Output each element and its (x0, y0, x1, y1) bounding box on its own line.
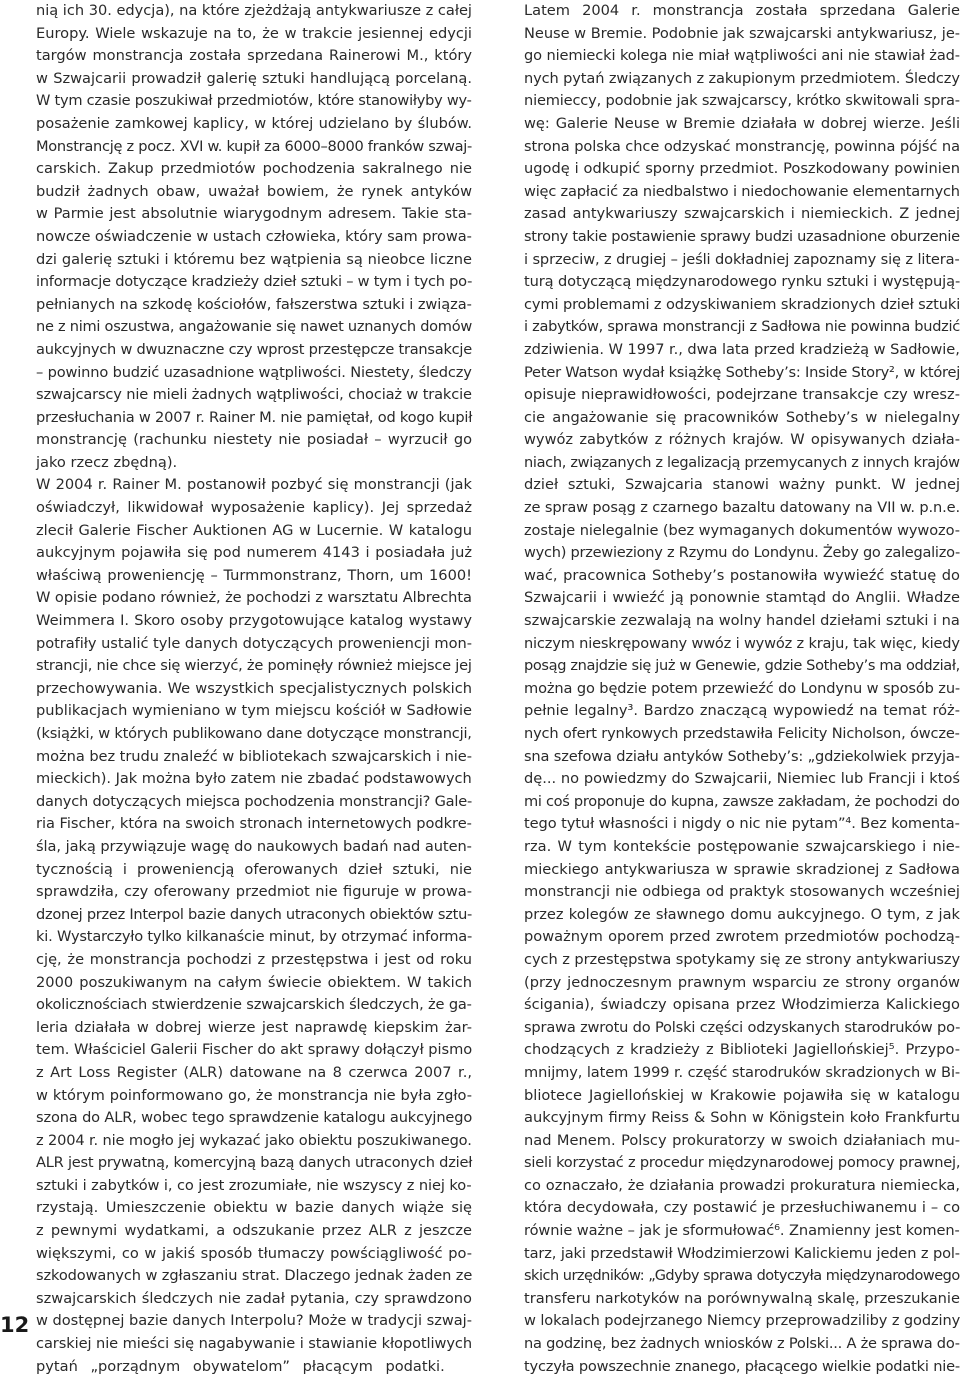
text-line: turą dotyczącą międzynarodowego rynku sztuki i występują- (524, 273, 960, 291)
page-number: 12 (0, 1313, 30, 1337)
text-line: opisuje nieprawidłowości, podejrzane transakcje czy wresz- (524, 386, 960, 404)
text-line: cie angażowanie się pracowników Sotheby’s w nielegalny (524, 408, 960, 426)
text-line: strona polska chce odzyskać monstrancję, powinna pójść na (524, 137, 960, 155)
text-line: Monstrancję z pocz. XVI w. kupił za 6000–8000 franków szwaj- (36, 137, 472, 155)
text-line: większymi, co w jakiś sposób tłumaczy powściągliwość po- (36, 1244, 473, 1262)
text-line: bliotece Jagiellońskiej w Krakowie pojawiła się w katalogu (524, 1086, 960, 1104)
text-line: sprawdziła, czy oferowany przedmiot nie figuruje w prowa- (36, 883, 472, 901)
text-line: wać, pracownica Sotheby’s postanowiła wywieźć statuę do (524, 566, 960, 584)
text-line: w Szwajcarii prowadził galerię sztuki handlującą porcelaną. (36, 69, 472, 87)
text-line: nych pytań związanych z zakupionym przedmiotem. Śledczy (524, 69, 960, 87)
text-line: przechowywania. We wszystkich specjalistycznych polskich (36, 679, 472, 697)
text-line: aukcyjnym pojawiła się pod numerem 4143 i posiadała już (36, 544, 472, 562)
text-line: leria działała w dobrej wierze jest naprawdę kiepskim żar- (36, 1018, 472, 1036)
text-line: (książki, w których publikowano dane dotyczące monstrancji, (36, 725, 472, 742)
text-line: zostaje nielegalnie (bez wymaganych dokumentów wywozo- (524, 521, 960, 539)
text-line: mnijmy, latem 1999 r. część starodruków skradzionych w Bi- (524, 1063, 960, 1081)
text-line: cymi problemami z odzyskiwaniem skradzionych dzieł sztuki (524, 295, 960, 313)
text-line: strancji, nie chce się wierzyć, że pominęły również miejsce jej (36, 657, 472, 675)
text-line: sprawa zwrotu do Polski części odzyskanych starodruków po- (524, 1018, 960, 1036)
text-line: która decydowała, czy postawić je przesłuchiwanemu i – co (524, 1199, 960, 1217)
text-line: carskich. Zakup przedmiotów pochodzenia sakralnego nie (36, 160, 472, 178)
right-text-column (524, 0, 960, 1378)
text-line: przesłuchania w 2007 r. Rainer M. nie pamiętał, od kogo kupił (36, 408, 473, 426)
text-line: Szwajcarii i wwieźć ją ponownie stamtąd do Anglii. Władze (524, 589, 960, 607)
text-line: go niemiecki kolega nie miał wątpliwości ani nie stawiał żad- (524, 47, 960, 65)
text-line: ne z nimi oszustwa, angażowanie się nawet uznanych domów (36, 318, 472, 336)
text-line: niach, związanych z legalizacją przemycanych z innych krajów (524, 453, 960, 471)
text-line: okolicznościach stwierdzenie szwajcarskich śledczych, że ga- (36, 996, 472, 1014)
text-line: W opisie podano również, że pochodzi z warsztatu Albrechta (36, 589, 472, 607)
text-line: aukcyjnym firmy Reiss & Sohn w Königstein koło Frankfurtu (524, 1109, 960, 1127)
text-line: ALR jest prywatną, komercyjną bazą danych utraconych dzieł (36, 1154, 473, 1172)
text-line: cję, że monstrancja pochodzi z przestępstwa i jest od roku (36, 950, 472, 968)
text-line: (przy jednoczesnym prawnym wsparciu ze strony organów (524, 973, 960, 991)
text-line: monstrancji nie odbiega od praktyk stosowanych wcześniej (524, 883, 960, 901)
text-line: właściwą proweniencję – Turmmonstranz, Thorn, um 1600! (36, 566, 472, 584)
text-line: dzieł sztuki, Szwajcaria stanowi ważny punkt. W jednej (524, 476, 960, 494)
text-line: posażenie zamkowej kaplicy, w której udzielano by ślubów. (36, 114, 472, 132)
text-line: i sprzeciw, z drugiej – jeśli dokładniej zapoznamy się z litera- (524, 250, 960, 268)
text-line: przez kolegów ze sławnego domu aukcyjnego. O tym, z jak (524, 905, 960, 923)
text-line: pytań „porządnym obywatelom” płacącym podatki. (36, 1357, 445, 1375)
text-line: pełnie legalny³. Bardzo znaczącą wypowiedź na temat róż- (524, 702, 960, 720)
text-line: zdziwienia. W 1997 r., dwa lata przed kradzieżą w Sadłowie, (524, 340, 960, 358)
text-line: pełnianych na szkodę kościołów, fałszerstwa sztuki i związa- (36, 295, 472, 313)
text-line: Weimmera I. Skoro osoby przygotowujące katalog wystawy (36, 612, 473, 630)
text-line: mi coś proponuje do kupna, zawsze zakładam, że pochodzi do (524, 792, 960, 810)
text-line: rzystają. Umieszczenie obiektu w bazie danych wiąże się (36, 1199, 473, 1217)
text-line: szwajcarskie zezwalają na wolny handel dziełami sztuki i na (524, 612, 960, 630)
text-line: nych ofert rynkowych przedstawiła Felicity Nicholson, ówcze- (524, 725, 960, 742)
text-line: ścigania), świadczy opisana przez Włodzimierza Kalickiego (524, 996, 960, 1014)
text-line: W tym czasie poszukiwał przedmiotów, które stanowiłyby wy- (36, 92, 472, 110)
text-line: ugodę i odkupić sporny przedmiot. Poszkodowany powinien (524, 160, 960, 178)
text-line: szwajcarskich śledczych nie zadał pytania, czy sprawdzono (36, 1289, 472, 1307)
text-line: szona do ALR, wobec tego sprawdzenie katalogu aukcyjnego (36, 1109, 473, 1127)
text-line: śla, jaką przywiązuje wagę do naukowych badań nad auten- (36, 837, 472, 855)
text-line: tego tytuł własności i nigdy o nic nie pytam”⁴. Bez komenta- (524, 815, 960, 833)
text-line: niczym nieskrępowany wwóz i wywóz z kraju, tak więc, kiedy (524, 634, 960, 652)
text-line: nowcze oświadczenie w ustach człowieka, który sam prowa- (36, 227, 472, 245)
text-line: aukcyjnych w dwuznaczne czy wprost przestępcze transakcje (36, 340, 472, 358)
text-line: dę... no powiedzmy do Szwajcarii, Niemiec lub Francji i ktoś (524, 770, 960, 788)
text-line: W 2004 r. Rainer M. postanowił pozbyć się monstrancji (jak (36, 476, 472, 494)
text-line: równie ważne – jak je sformułować⁶. Znamienny jest komen- (524, 1222, 960, 1240)
text-line: wych) przewieziony z Rzymu do Londynu. Żeby go zalegalizo- (524, 544, 960, 562)
text-line: chodzących z kradzieży z Biblioteki Jagiellońskiej⁵. Przypo- (524, 1041, 960, 1059)
text-line: Peter Watson wydał książkę Sotheby’s: Inside Story², w której (524, 363, 960, 381)
text-line: sieli korzystać z procedur międzynarodowej pomocy prawnej, (524, 1154, 960, 1172)
text-line: budził żadnych obaw, uważał bowiem, że rynek antyków (36, 182, 473, 200)
text-line: więc zapłacić za niedbalstwo i niedochowanie elementarnych (524, 182, 960, 200)
text-line: informacje dotyczące kradzieży dzieł sztuki – w tym i tych po- (36, 273, 473, 291)
text-line: tarz, jaki przedstawił Włodzimierzowi Kalickiemu jeden z pol- (524, 1244, 960, 1262)
text-line: sztuki i zabytków i, co jest zrozumiałe, nie wszyscy z niej ko- (36, 1176, 472, 1194)
text-line: tyczyła powszechnie znanego, płacącego wielkie podatki nie- (524, 1357, 960, 1375)
text-line: potrafiły ustalić tyle danych dotyczących proweniencji mon- (36, 634, 472, 652)
text-line: co oznaczało, że działania prowadzi prokuratura niemiecka, (524, 1176, 960, 1194)
text-line: poważnym oporem przed zwrotem przedmiotów pochodzą- (524, 928, 960, 946)
text-line: z pewnymi wydatkami, a odszukanie przez ALR z jeszcze (36, 1222, 472, 1240)
text-line: Europy. Wiele wskazuje na to, że w trakcie jesiennej edycji (36, 24, 472, 42)
text-line: ria Fischer, która na swoich stronach internetowych podkre- (36, 815, 472, 833)
text-line: oświadczył, likwidował wyposażenie kaplicy). Jej sprzedaż (36, 499, 472, 517)
text-line: transferu narkotyków na porównywalną skalę, przeszukanie (524, 1289, 960, 1307)
text-line: można bez trudu znaleźć w bibliotekach szwajcarskich i nie- (36, 747, 472, 765)
text-line: niemieccy, podobnie jak szwajcarscy, krótko skwitowali spra- (524, 92, 960, 110)
text-line: cych z przestępstwa spotykamy się ze strony antykwariuszy (524, 950, 960, 968)
text-line: tem. Właściciel Galerii Fischer do akt sprawy dołączył pismo (36, 1041, 473, 1059)
text-line: – powinno budzić uzasadnione wątpliwości. Niestety, śledczy (36, 363, 472, 381)
text-line: w którym poinformowano go, że monstrancja nie była zgło- (36, 1086, 472, 1104)
text-line: jako rzecz zbędną). (36, 453, 178, 471)
text-line: z Art Loss Register (ALR) datowane na 8 czerwca 2007 r., (36, 1063, 472, 1081)
text-line: w Parmie jest absolutnie wiarygodnym adresem. Takie sta- (36, 205, 472, 223)
text-line: posąg znajdzie się już w Genewie, gdzie Sotheby’s ma oddział, (524, 657, 960, 675)
text-line: i zabytków, sprawa monstrancji z Sadłowa nie powinna budzić (524, 318, 960, 336)
text-line: Neuse w Bremie. Podobnie jak szwajcarski antykwariusz, je- (524, 24, 960, 42)
text-line: nad Menem. Polscy prokuratorzy w swoich działaniach mu- (524, 1131, 960, 1149)
text-line: dzonej przez Interpol bazie danych utraconych obiektów sztu- (36, 905, 473, 923)
text-line: nią ich 30. edycja), na które zjeżdżają antykwariusze z całej (36, 2, 472, 19)
text-line: zlecił Galerie Fischer Auktionen AG w Lucernie. W katalogu (36, 521, 472, 539)
text-line: w lokalach podejrzanego Niemcy przeprowadziliby z godziny (524, 1312, 960, 1330)
text-line: z 2004 r. nie mogło jej wykazać jako obiektu poszukiwanego. (36, 1131, 472, 1149)
text-line: targów monstrancja została sprzedana Rainerowi M., który (36, 47, 473, 65)
text-line: mieckiego antykwariusza w sprawie skradzionej z Sadłowa (524, 860, 960, 878)
text-line: wę: Galerie Neuse w Bremie działała w dobrej wierze. Jeśli (524, 114, 960, 132)
text-line: ze spraw posąg z czarnego bazaltu datowany na VII w. p.n.e. (524, 499, 960, 517)
text-line: monstrancję (rachunku niestety nie posiadał – wyrzucił go (36, 431, 473, 449)
text-line: mieckich). Jak można było zatem nie zbadać podstawowych (36, 770, 472, 788)
text-line: publikacjach wymieniano w tym miejscu kościół w Sadłowie (36, 702, 473, 720)
text-line: Latem 2004 r. monstrancja została sprzedana Galerie (524, 2, 960, 19)
text-line: zasad antykwariuszy szwajcarskich i niemieckich. Z jednej (524, 205, 960, 223)
text-line: ki. Wystarczyło tylko kilkanaście minut, by otrzymać informa- (36, 928, 473, 946)
text-line: wywóz zabytków z różnych krajów. W opisywanych działa- (524, 431, 960, 449)
text-line: 2000 poszukiwanym na całym świecie obiektem. W takich (36, 973, 472, 991)
text-line: skich urzędników: „Gdyby sprawa dotyczyła międzynarodowego (524, 1268, 960, 1285)
left-text-column (36, 0, 472, 1378)
text-line: danych dotyczących miejsca pochodzenia monstrancji? Gale- (36, 792, 473, 810)
text-line: sna szefowa działu antyków Sotheby’s: „gdziekolwiek przyja- (524, 747, 960, 765)
text-line: carskiej nie mieści się nagabywanie i stawianie kłopotliwych (36, 1335, 473, 1353)
text-line: rza. W tym kontekście postępowanie szwajcarskiego i nie- (524, 837, 960, 855)
text-line: można go będzie potem przewieźć do Londynu w sposób zu- (524, 679, 960, 697)
text-line: szwajcarscy nie mieli żadnych wątpliwości, chociaż w trakcie (36, 386, 472, 404)
text-line: na godzinę, bez żadnych wniosków z Polski... A że sprawa do- (524, 1335, 960, 1353)
text-line: dzi galerię sztuki i któremu bez wątpienia są nieobce liczne (36, 250, 473, 268)
text-line: strony takie postawienie sprawy budzi uzasadnione oburzenie (524, 227, 960, 245)
text-line: szkodowanych w zgłaszaniu strat. Dlaczego jednak żaden ze (36, 1267, 473, 1285)
text-line: w dostępnej bazie danych Interpolu? Może w tradycji szwaj- (36, 1312, 472, 1330)
text-line: tycznością i proweniencją oferowanych dzieł sztuki, nie (36, 860, 472, 878)
